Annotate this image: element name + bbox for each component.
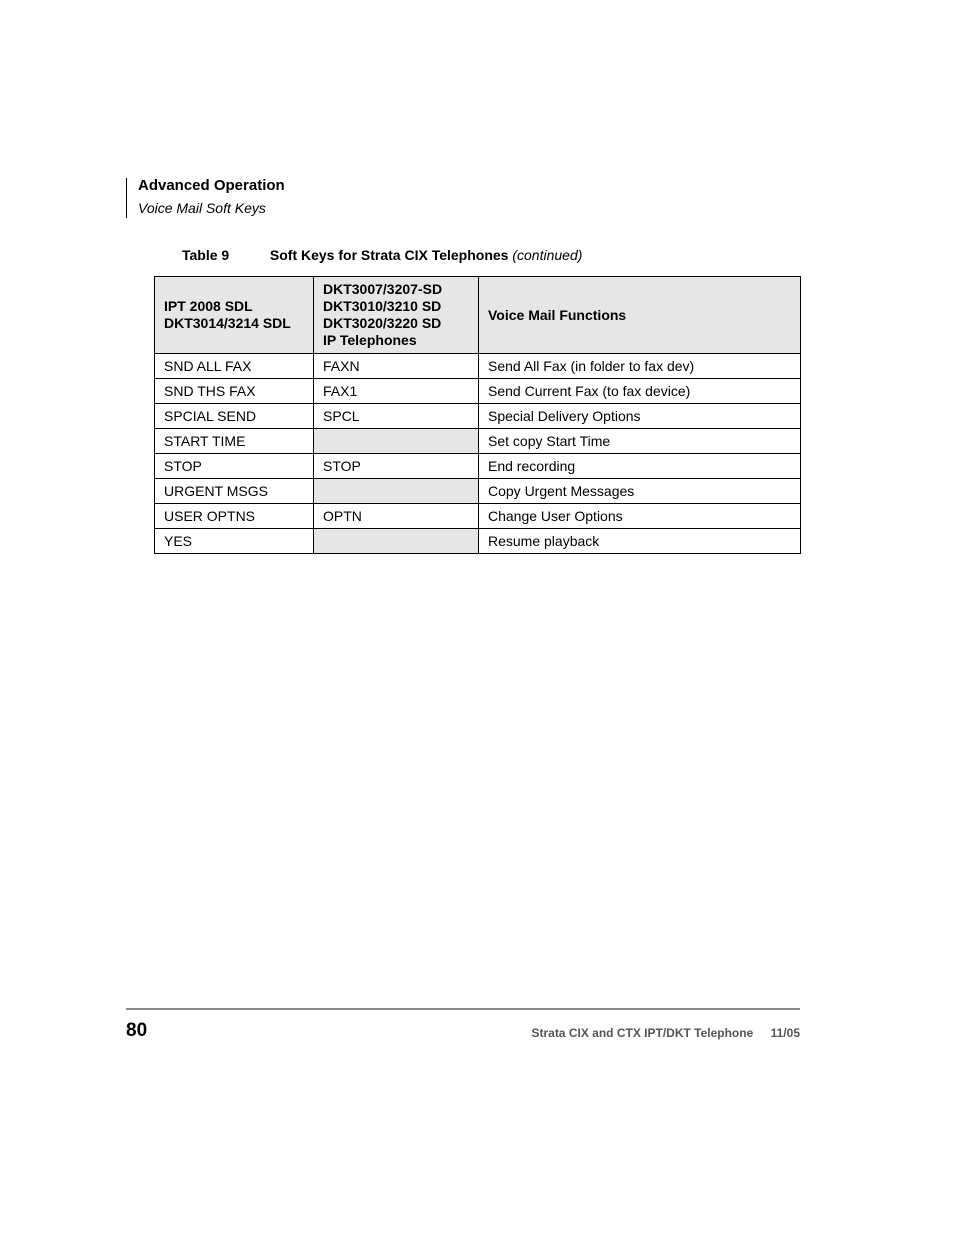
table-cell: Special Delivery Options [479, 404, 801, 429]
table-header-row [155, 277, 801, 354]
header-cell-ipt-models [155, 277, 314, 354]
header-line: IPT 2008 SDL [164, 298, 253, 314]
table-cell: Resume playback [479, 529, 801, 554]
table-cell: FAX1 [314, 379, 479, 404]
section-marker-bar [126, 178, 127, 218]
table-row [155, 429, 801, 454]
table-caption [182, 247, 582, 263]
table-cell: OPTN [314, 504, 479, 529]
header-line: DKT3020/3220 SD [323, 315, 442, 331]
table-cell: Copy Urgent Messages [479, 479, 801, 504]
header-line: DKT3007/3207-SD [323, 281, 443, 297]
page-number: 80 [126, 1020, 148, 1041]
table-row [155, 454, 801, 479]
table-cell: SPCIAL SEND [155, 404, 314, 429]
table-cell: Change User Options [479, 504, 801, 529]
table-cell: URGENT MSGS [155, 479, 314, 504]
footer-document-info [531, 1026, 800, 1040]
table-row [155, 379, 801, 404]
table-cell: SND ALL FAX [155, 354, 314, 379]
table-cell: YES [155, 529, 314, 554]
table-cell-empty [314, 429, 479, 454]
header-line: DKT3014/3214 SDL [164, 315, 291, 331]
section-subtitle: Voice Mail Soft Keys [138, 200, 266, 216]
header-cell-dkt-models [314, 277, 479, 354]
soft-keys-table [154, 276, 801, 554]
table-cell: End recording [479, 454, 801, 479]
section-title: Advanced Operation [138, 177, 285, 194]
table-cell: Set copy Start Time [479, 429, 801, 454]
table-cell: START TIME [155, 429, 314, 454]
table-caption-note: (continued) [512, 247, 583, 263]
table-caption-title: Soft Keys for Strata CIX Telephones [269, 247, 509, 263]
footer-date: 11/05 [770, 1026, 800, 1040]
footer-divider [126, 1008, 800, 1010]
table-cell: STOP [155, 454, 314, 479]
table-row [155, 529, 801, 554]
table-cell: SPCL [314, 404, 479, 429]
table-cell: STOP [314, 454, 479, 479]
header-line: Voice Mail Functions [488, 306, 627, 323]
table-row [155, 404, 801, 429]
footer-document-title: Strata CIX and CTX IPT/DKT Telephone [531, 1026, 754, 1040]
table-row [155, 504, 801, 529]
table-row [155, 479, 801, 504]
table-caption-label: Table 9 [182, 247, 230, 263]
header-line: DKT3010/3210 SD [323, 298, 442, 314]
table-cell: Send Current Fax (to fax device) [479, 379, 801, 404]
table-cell: Send All Fax (in folder to fax dev) [479, 354, 801, 379]
table-cell-empty [314, 529, 479, 554]
header-cell-voice-mail-functions [479, 277, 801, 354]
table-cell-empty [314, 479, 479, 504]
table-row [155, 354, 801, 379]
table-cell: USER OPTNS [155, 504, 314, 529]
table-cell: SND THS FAX [155, 379, 314, 404]
header-line: IP Telephones [323, 332, 417, 348]
table-cell: FAXN [314, 354, 479, 379]
